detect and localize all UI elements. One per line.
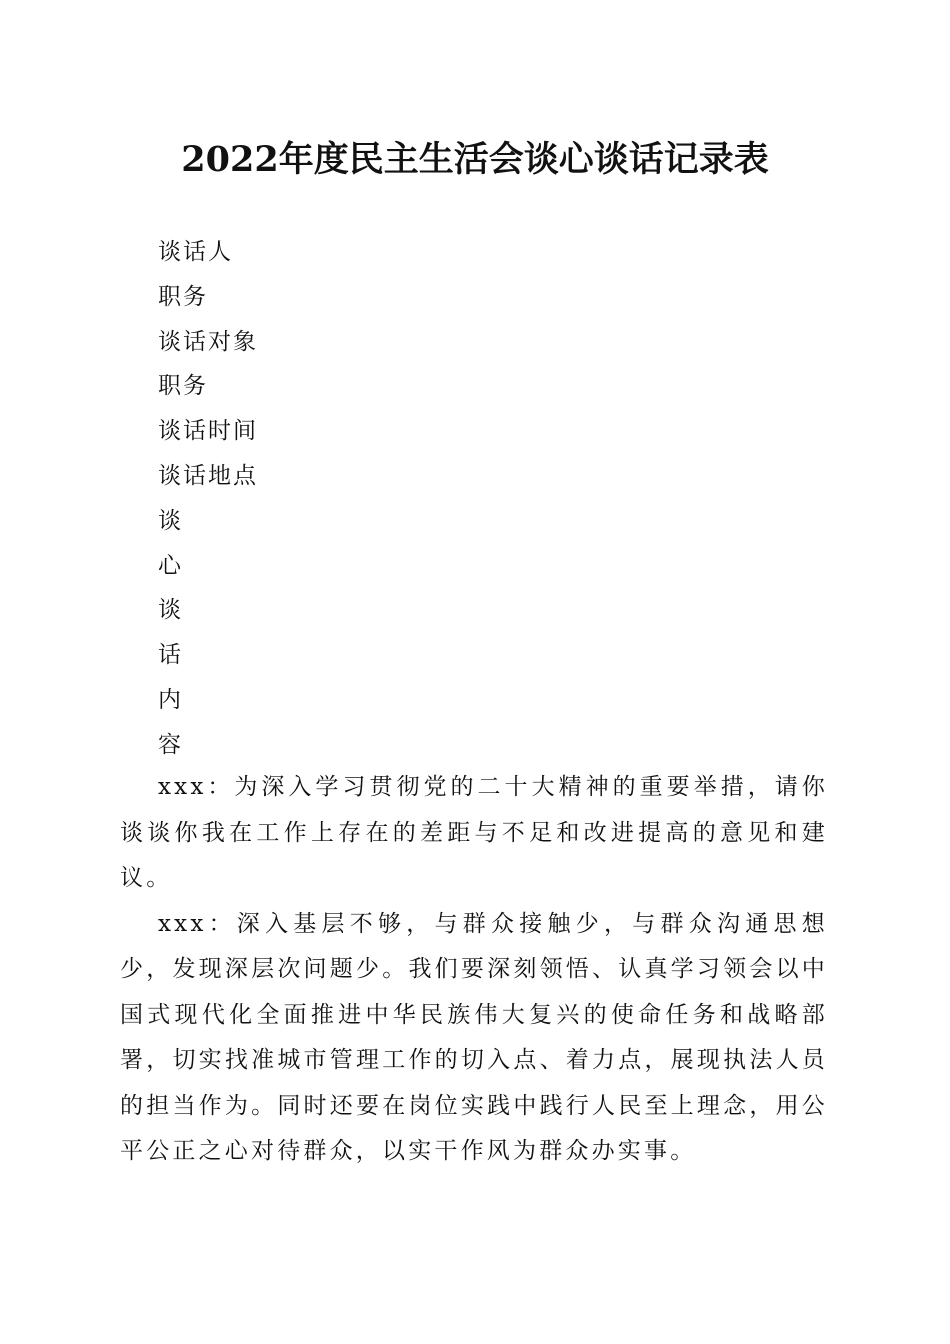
field-label-interviewee: 谈话对象 [158,328,258,355]
field-label-content-char: 心 [158,552,183,579]
field-label-content-char: 内 [158,686,183,713]
field-label-content-char: 话 [158,642,183,669]
field-label-speaker-position: 职务 [158,283,208,310]
conversation-content [120,765,828,1175]
field-label-interviewee-position: 职务 [158,373,208,400]
record-fields [158,230,258,768]
field-label-speaker: 谈话人 [158,239,233,265]
field-label-content-char: 容 [158,731,183,758]
field-label-content-char: 谈 [158,597,183,624]
field-label-time: 谈话时间 [158,418,258,445]
field-label-place: 谈话地点 [158,462,258,489]
field-label-content-char: 谈 [158,507,183,534]
content-paragraph: xxx：为深入学习贯彻党的二十大精神的重要举措，请你谈谈你我在工作上存在的差距与不足和改进提高的意见和建议。 [120,774,828,891]
content-paragraph: xxx：深入基层不够，与群众接触少，与群众沟通思想少，发现深层次问题少。我们要深刻领悟、认真学习领会以中国式现代化全面推进中华民族伟大复兴的使命任务和战略部署，切实找准城市管理工作的切入点、着力点，展现执法人员的担当作为。同时还要在岗位实践中践行人民至上理念，用公平公正之心对待群众，以实干作风为群众办实事。 [120,910,828,1164]
document-title: 2022年度民主生活会谈心谈话记录表 [181,139,769,180]
